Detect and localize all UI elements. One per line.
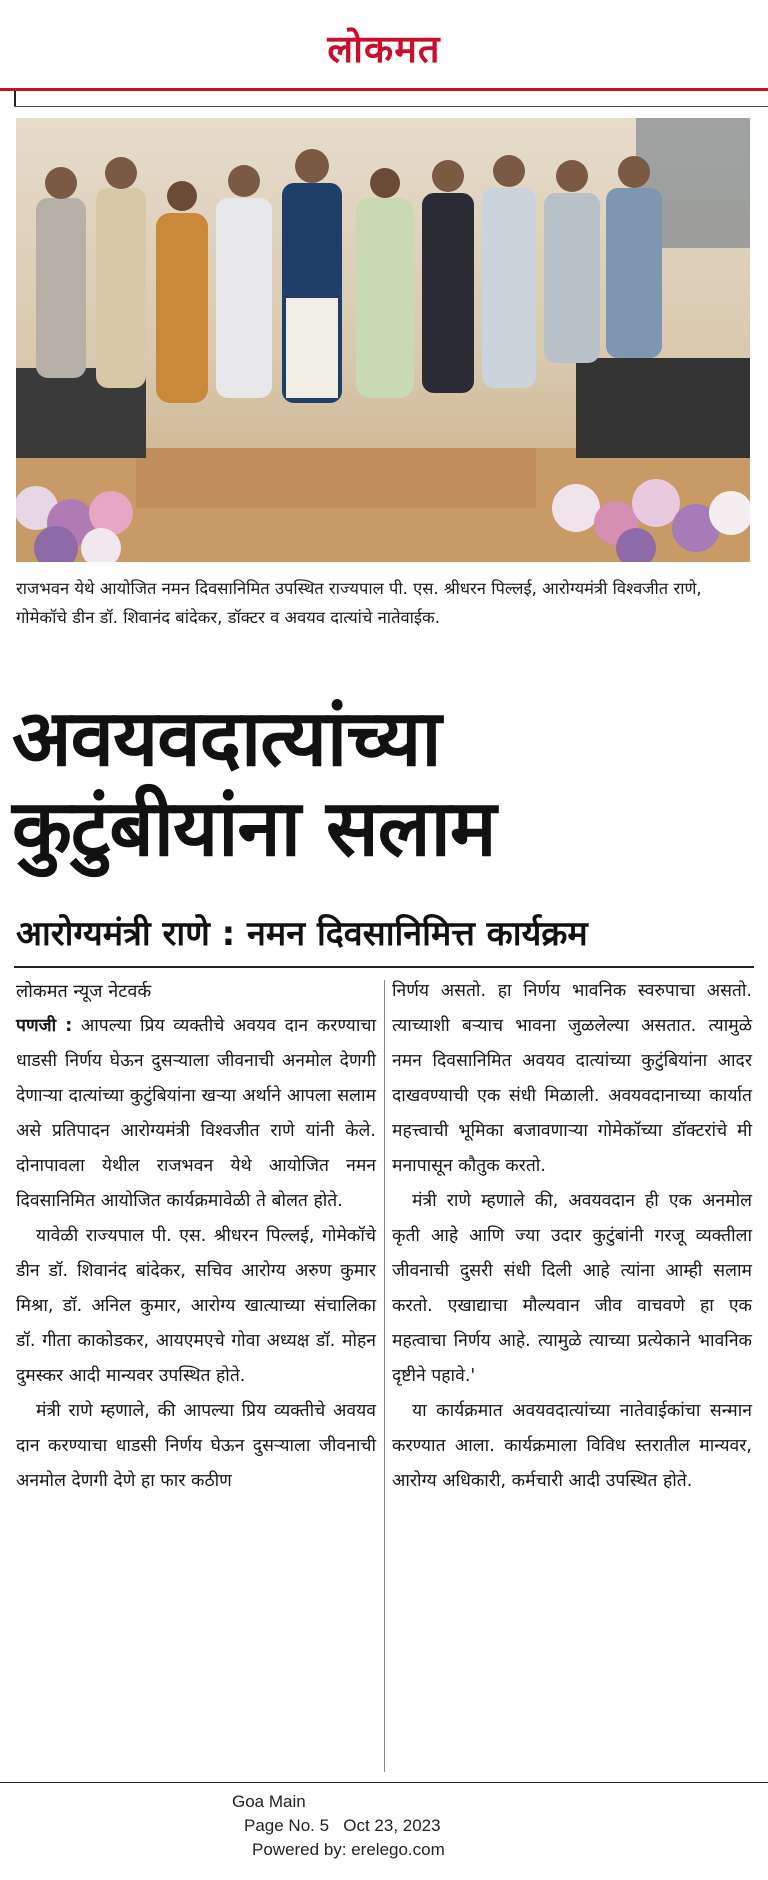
powered-by: Powered by: erelego.com [252, 1840, 445, 1859]
article-paragraph: निर्णय असतो. हा निर्णय भावनिक स्वरुपाचा असतो. त्याच्याशी बऱ्याच भावना जुळलेल्या असतात. त्यामुळे नमन दिवसानिमित अवयव दात्यांच्या कुटुंबियांना आदर दाखवण्याची एक संधी मिळाली. अवयवदानाच्या कार्यात महत्त्वाची भूमिका बजावणाऱ्या गोमेकॉच्या डॉक्टरांचे मी मनापासून कौतुक करतो. [392, 981, 752, 1176]
article-paragraph: या कार्यक्रमात अवयवदात्यांच्या नातेवाईकांचा सन्मान करण्यात आला. कार्यक्रमाला विविध स्तरातील मान्यवर, आरोग्य अधिकारी, कर्मचारी आदी उपस्थित होते. [392, 1401, 752, 1491]
subheadline: आरोग्यमंत्री राणे : नमन दिवसानिमित्त कार्यक्रम [16, 914, 588, 954]
photo-caption: राजभवन येथे आयोजित नमन दिवसानिमित उपस्थित राज्यपाल पी. एस. श्रीधरन पिल्लई, आरोग्यमंत्री विश्वजीत राणे, गोमेकॉचे डीन डॉ. शिवानंद बांदेकर, डॉक्टर व अवयव दात्यांचे नातेवाईक. [16, 579, 702, 627]
page-number: Page No. 5 [244, 1816, 330, 1835]
headline-line-2: कुटुंबीयांना सलाम [12, 784, 496, 874]
byline: लोकमत न्यूज नेटवर्क [16, 981, 152, 1002]
article-paragraph: मंत्री राणे म्हणाले की, अवयवदान ही एक अनमोल कृती आहे आणि ज्या उदार कुटुंबांनी गरजू व्यक्तीला जीवनाची दुसरी संधी दिली आहे त्यांना आम्ही सलाम करतो. एखाद्याचा मौल्यवान जीव वाचवणे हा एक महत्वाचा निर्णय आहे. त्यामुळे त्याच्या प्रत्येकाने भावनिक दृष्टीने पहावे.' [392, 1191, 752, 1386]
newspaper-logo: लोकमत [327, 27, 441, 71]
edition-label: Goa Main [232, 1792, 306, 1811]
masthead-rule-thin [14, 106, 768, 107]
article-column-left [16, 974, 376, 1499]
paragraph-text: आपल्या प्रिय व्यक्तीचे अवयव दान करण्याचा धाडसी निर्णय घेऊन दुसऱ्याला जीवनाची अनमोल देणगी देणाऱ्या दात्यांच्या कुटुंबियांना खऱ्या अर्थाने आपला सलाम असे प्रतिपादन आरोग्यमंत्री विश्वजीत राणे यांनी केले. दोनापावला येथील राजभवन येथे आयोजित नमन दिवसानिमित आयोजित कार्यक्रमावेळी ते बोलत होते. [16, 1016, 376, 1211]
article-column-right [392, 974, 752, 1499]
issue-date: Oct 23, 2023 [343, 1816, 441, 1835]
event-photo [16, 118, 750, 562]
article-paragraph [16, 1009, 376, 1219]
footer-rule [0, 1782, 768, 1783]
headline [12, 694, 752, 874]
dateline: पणजी : [16, 1016, 73, 1036]
column-divider [384, 980, 385, 1772]
page-info [244, 1814, 441, 1837]
subhead-rule [14, 966, 754, 968]
masthead-rule [0, 88, 768, 91]
headline-line-1: अवयवदात्यांच्या [12, 694, 441, 784]
event-photo-illustration [16, 118, 750, 562]
masthead-rule-left [14, 91, 16, 107]
article-paragraph: मंत्री राणे म्हणाले, की आपल्या प्रिय व्यक्तीचे अवयव दान करण्याचा धाडसी निर्णय घेऊन दुसऱ्याला जीवनाची अनमोल देणगी देणे हा फार कठीण [16, 1401, 376, 1491]
masthead [0, 0, 768, 92]
article-paragraph: यावेळी राज्यपाल पी. एस. श्रीधरन पिल्लई, गोमेकॉचे डीन डॉ. शिवानंद बांदेकर, सचिव आरोग्य अरुण कुमार मिश्रा, डॉ. अनिल कुमार, आरोग्य खात्याच्या संचालिका डॉ. गीता काकोडकर, आयएमएचे गोवा अध्यक्ष डॉ. मोहन दुमस्कर आदी मान्यवर उपस्थित होते. [16, 1226, 376, 1386]
